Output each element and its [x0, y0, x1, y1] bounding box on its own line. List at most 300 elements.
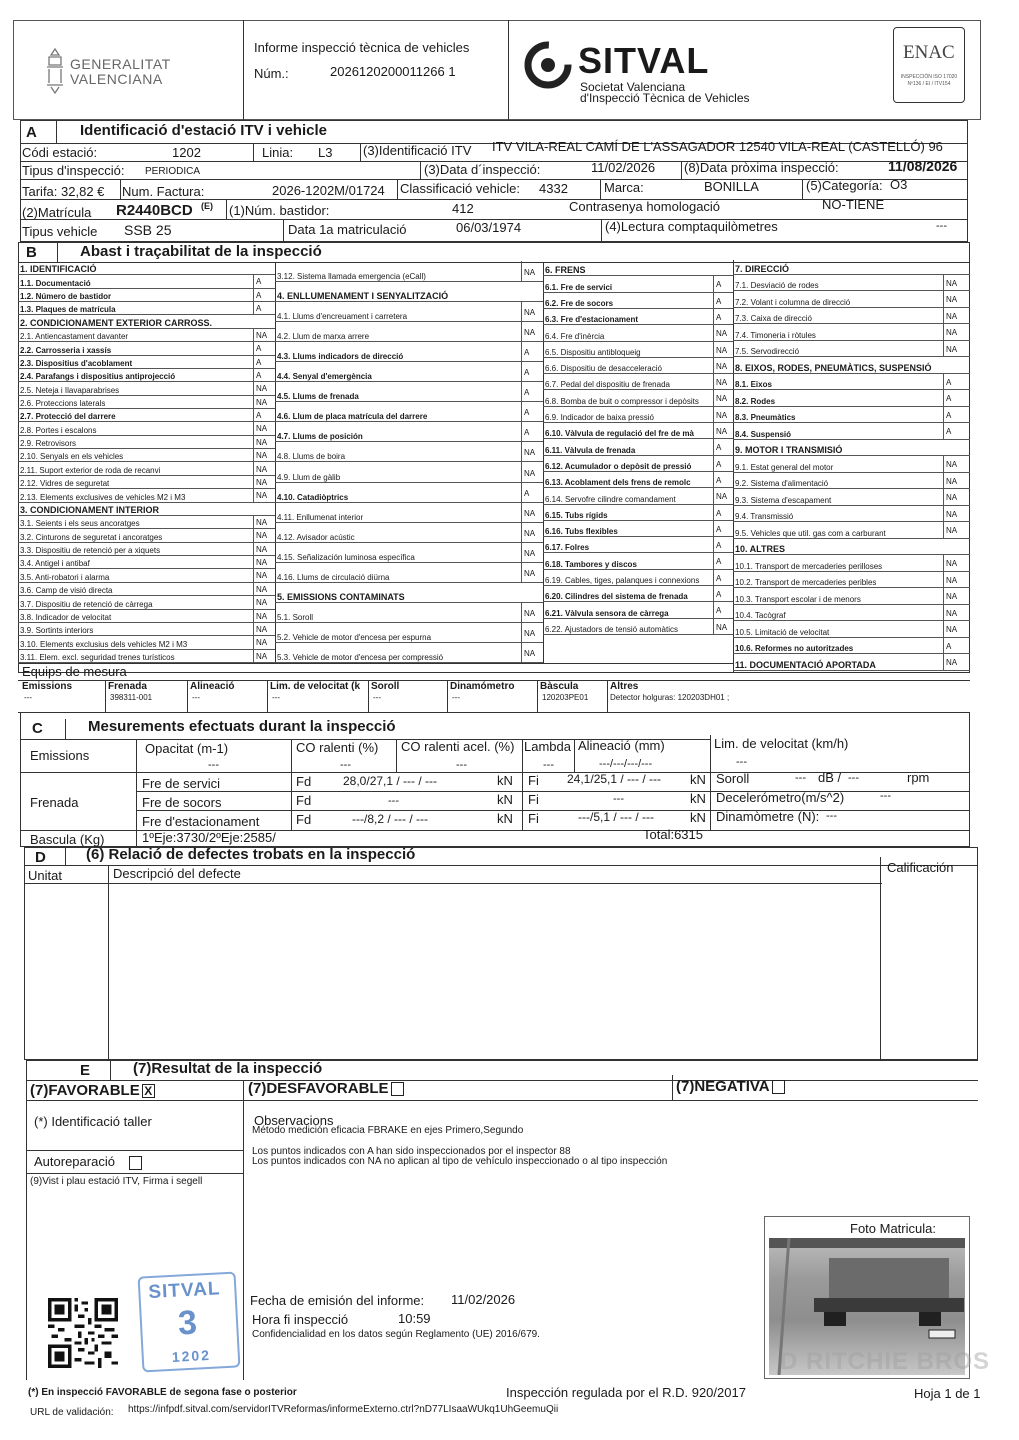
check-item — [733, 341, 970, 358]
check-item-label: 9. MOTOR I TRANSMISIÓ — [735, 445, 843, 456]
check-item-value: NA — [713, 422, 727, 438]
check-item — [543, 374, 733, 390]
estac-fd-value: ---/8,2 / --- / --- — [352, 812, 428, 826]
check-item — [733, 423, 970, 440]
check-item-label: 2.12. Vidres de seguretat — [20, 479, 110, 489]
enac-name: ENAC — [903, 42, 955, 63]
section-e-title: (7)Resultat de la inspecció — [133, 1060, 323, 1077]
check-item — [543, 553, 733, 569]
equip-value: --- — [24, 693, 32, 702]
check-item — [18, 543, 275, 556]
check-item-value: NA — [253, 568, 267, 581]
check-item-value: NA — [943, 323, 957, 340]
check-item — [733, 522, 970, 539]
favorable-checkbox[interactable]: X — [142, 1084, 155, 1098]
check-item-label: 3.8. Indicador de velocitat — [20, 612, 112, 622]
check-item-label: 4.3. Llums indicadors de direcció — [277, 352, 404, 362]
check-item-value: NA — [943, 455, 957, 472]
desfavorable-checkbox[interactable] — [391, 1082, 404, 1096]
stamp-number: 3 — [177, 1303, 198, 1343]
check-item-label: 5.2. Vehicle de motor d'encesa per espurna — [277, 632, 432, 642]
check-item-label: 4.7. Llums de posición — [277, 432, 363, 442]
check-item — [275, 483, 543, 503]
equip-label: Emissions — [22, 681, 73, 692]
check-item-value: NA — [253, 595, 267, 608]
check-item — [18, 356, 275, 369]
check-item-value: NA — [943, 587, 957, 604]
check-item-label: 9.1. Estat general del motor — [735, 462, 834, 472]
bascula-label: Bascula (Kg) — [30, 832, 105, 847]
soroll-rpm-unit: rpm — [907, 770, 930, 785]
result-favorable — [30, 1082, 155, 1099]
dinam-label: Dinamòmetre (N): — [716, 809, 820, 824]
footer-url-value[interactable]: https://infpdf.sitval.com/servidorITVReformas/informeExterno.ctrl?nD77LIsaaWUkq1UhGeemuQii — [128, 1404, 559, 1415]
check-item-label: 6.13. Acoblament dels frens de remolc — [545, 478, 691, 488]
check-item-label: 4.8. Llums de boira — [277, 452, 346, 462]
emision-value: 11/02/2026 — [451, 1292, 516, 1307]
check-item — [18, 569, 275, 582]
check-item-label: 9.2. Sistema d'alimentació — [735, 479, 829, 489]
lambda-label: Lambda — [524, 739, 571, 754]
check-item-label: 6.16. Tubs flexibles — [545, 527, 618, 537]
check-item-label: 9.4. Transmissió — [735, 512, 794, 522]
generalitat-line1: GENERALITAT — [70, 56, 171, 72]
section-d-letter: D — [35, 849, 46, 866]
check-item-label: 7.2. Volant i columna de direcció — [735, 297, 851, 307]
equip-label: Lim. de velocitat (k — [270, 681, 361, 692]
check-item-value: NA — [943, 604, 957, 621]
check-item-value: NA — [521, 441, 535, 461]
check-item-value: A — [713, 601, 721, 617]
estac-fi-value: ---/5,1 / --- / --- — [578, 810, 654, 824]
servici-fi-unit: kN — [690, 772, 706, 787]
servici-fi-label: Fi — [528, 773, 539, 788]
section-c-title: Mesurements efectuats durant la inspecció — [88, 718, 396, 735]
check-item-value: NA — [521, 642, 535, 662]
check-item — [18, 583, 275, 596]
check-item-label: 2.6. Proteccions laterals — [20, 399, 106, 409]
check-item — [543, 342, 733, 358]
servici-fd-unit: kN — [497, 773, 513, 788]
check-item-value: NA — [521, 602, 535, 622]
check-item — [733, 638, 970, 655]
check-item-label: 8. EIXOS, RODES, PNEUMÀTICS, SUSPENSIÓ — [735, 362, 932, 373]
check-item-label: 3.12. Sistema llamada emergencia (eCall) — [277, 272, 426, 282]
limvel-label: Lim. de velocitat (km/h) — [714, 736, 849, 751]
check-item-value: NA — [713, 487, 727, 503]
check-item-label: 4.4. Senyal d'emergència — [277, 372, 372, 382]
check-item-value: NA — [521, 562, 535, 582]
equip-value: --- — [192, 693, 200, 702]
soroll-rpm-value: --- — [848, 772, 859, 784]
data-insp-label: (3)Data d´inspecció: — [424, 162, 541, 177]
check-item-label: 3.2. Cinturons de seguretat i ancoratges — [20, 532, 163, 542]
check-item-label: 6.15. Tubs rígids — [545, 510, 608, 520]
generalitat-logo — [45, 47, 65, 95]
check-item — [733, 555, 970, 572]
check-item — [275, 503, 543, 523]
check-item-value: A — [713, 275, 721, 291]
check-item — [18, 409, 275, 422]
linia-value: L3 — [318, 145, 333, 160]
check-item — [18, 449, 275, 462]
check-item — [18, 436, 275, 449]
check-item — [543, 602, 733, 618]
check-item-value: A — [521, 341, 529, 361]
check-item-label: 8.4. Suspensió — [735, 429, 792, 439]
check-item — [733, 275, 970, 292]
check-item-value: NA — [253, 649, 267, 662]
check-item-value: NA — [521, 542, 535, 562]
equip-value: --- — [272, 693, 280, 702]
check-item-value: NA — [713, 373, 727, 389]
check-item — [733, 291, 970, 308]
check-item-label: 2. CONDICIONAMENT EXTERIOR CARROSS. — [20, 317, 213, 328]
check-item-value: A — [521, 482, 529, 502]
socors-fd-label: Fd — [296, 793, 312, 808]
equip-label: Alineació — [190, 681, 235, 692]
autoreparacio-text: Autoreparació — [34, 1154, 115, 1169]
sitval-stamp — [138, 1272, 241, 1373]
check-item — [733, 258, 970, 275]
equip-label: Dinamómetro — [450, 681, 515, 692]
equip-label: Altres — [610, 681, 639, 692]
check-item — [18, 275, 275, 288]
check-item-label: 6.12. Acumulador o depòsit de pressió — [545, 461, 692, 471]
autoreparacio-label — [34, 1154, 142, 1170]
check-item-label: 7.1. Desviació de rodes — [735, 281, 819, 291]
dinam-value: --- — [826, 810, 837, 822]
socors-fi-unit: kN — [690, 791, 706, 806]
check-item-value: NA — [253, 635, 267, 648]
check-item-value: A — [253, 301, 261, 314]
sitval-sub1: Societat Valenciana — [580, 80, 686, 94]
check-item-label: 3.6. Camp de visió directa — [20, 586, 113, 596]
watermark: D RITCHIE BROS — [780, 1348, 991, 1375]
sitval-sub2: d'Inspecció Tècnica de Vehicles — [580, 91, 750, 105]
check-item-value: A — [521, 381, 529, 401]
check-item-label: 10.4. Tacògraf — [735, 611, 786, 621]
equip-label: Bàscula — [540, 681, 579, 692]
check-item-value: A — [713, 585, 721, 601]
check-item-label: 1.2. Número de bastidor — [20, 292, 112, 302]
tipus-veh-value: SSB 25 — [124, 222, 172, 238]
check-item-label: 2.7. Protecció del darrere — [20, 412, 116, 422]
check-item-label: 4.10. Catadiòptrics — [277, 492, 349, 502]
tarifa-label: Tarifa: 32,82 € — [22, 184, 105, 199]
check-item-value: NA — [253, 542, 267, 555]
opacitat-value: --- — [208, 759, 219, 771]
check-item — [733, 374, 970, 391]
alineacio-value: ---/---/---/--- — [599, 758, 653, 770]
check-item — [18, 315, 275, 328]
opacitat-label: Opacitat (m-1) — [145, 741, 229, 756]
check-item-value: A — [943, 406, 951, 423]
check-item-label: 4.12. Avisador acústic — [277, 532, 355, 542]
check-item-value: A — [943, 373, 951, 390]
linia-label: Linia: — [262, 145, 294, 160]
check-item — [543, 260, 733, 276]
check-item — [543, 293, 733, 309]
check-item — [543, 439, 733, 455]
check-item-value: NA — [943, 653, 957, 670]
check-item-label: 5.1. Soroll — [277, 612, 314, 622]
decel-value: --- — [880, 790, 891, 802]
check-item-value: A — [943, 422, 951, 439]
check-item-label: 10.2. Transport de mercaderies peribles — [735, 578, 877, 588]
check-item-value: A — [943, 637, 951, 654]
check-item-value: A — [713, 292, 721, 308]
check-item-value: NA — [253, 609, 267, 622]
footer-url-label: URL de validación: — [30, 1407, 114, 1418]
check-item — [733, 605, 970, 622]
check-item-value: NA — [713, 618, 727, 634]
obs-line3: Los puntos indicados con NA no aplican al tipo de vehículo inspeccionado o al tipo inspección — [252, 1156, 668, 1167]
check-item-value: NA — [521, 261, 535, 281]
servici-fd-value: 28,0/27,1 / --- / --- — [343, 774, 438, 788]
check-item-label: 7. DIRECCIÓ — [735, 263, 790, 274]
check-item-label: 2.9. Retrovisors — [20, 439, 77, 449]
section-b-letter: B — [26, 244, 37, 261]
codi-label: Códi estació: — [22, 145, 98, 160]
co-ralenti-label: CO ralenti (%) — [296, 740, 379, 755]
check-item — [18, 529, 275, 542]
check-item-value: NA — [253, 421, 267, 434]
alineacio-label: Alineació (mm) — [578, 738, 665, 753]
check-item-label: 4.11. Enllumenat interior — [277, 512, 364, 522]
data-insp-value: 11/02/2026 — [591, 160, 656, 175]
check-item-value: NA — [521, 502, 535, 522]
report-title: Informe inspecció tècnica de vehicles — [254, 40, 470, 55]
co-acel-value: --- — [456, 759, 467, 771]
check-item-label: 2.8. Portes i escalons — [20, 425, 97, 435]
data1-value: 06/03/1974 — [456, 220, 522, 235]
check-item — [733, 489, 970, 506]
check-item-value: NA — [253, 448, 267, 461]
check-item — [275, 463, 543, 483]
check-item — [733, 456, 970, 473]
section-c-letter: C — [32, 720, 43, 737]
data1-label: Data 1a matriculació — [288, 222, 407, 237]
validation-qr-code[interactable] — [48, 1298, 118, 1368]
result-negativa — [676, 1078, 785, 1095]
check-item-value: NA — [713, 341, 727, 357]
check-item-value: NA — [943, 290, 957, 307]
check-item — [275, 623, 543, 643]
check-item — [543, 390, 733, 406]
check-item — [543, 325, 733, 341]
check-item-label: 11. DOCUMENTACIÓ APORTADA — [735, 659, 876, 670]
result-favorable-label: (7)FAVORABLE — [30, 1082, 140, 1099]
co-acel-label: CO ralenti acel. (%) — [401, 739, 515, 754]
check-item — [275, 302, 543, 322]
enac-sub: INSPECCIÓN ISO 17020 Nº136 / EI / ITV154 — [900, 74, 958, 87]
estac-fd-unit: kN — [497, 811, 513, 826]
check-item-label: 3.1. Seients i els seus ancoratges — [20, 519, 140, 529]
classif-label: Classificació vehicle: — [400, 181, 520, 196]
check-item-value: NA — [943, 554, 957, 571]
check-item — [18, 396, 275, 409]
check-item — [543, 570, 733, 586]
check-item-label: 10.6. Reformes no autoritzades — [735, 644, 854, 654]
check-item-label: 4.6. Llum de placa matrícula del darrere — [277, 412, 428, 422]
section-d-title: (6) Relació de defectes trobats en la inspecció — [86, 846, 416, 863]
check-item-value: NA — [253, 328, 267, 341]
check-item-label: 1.1. Documentació — [20, 278, 91, 288]
check-item — [18, 636, 275, 649]
check-item-label: 2.10. Senyals en els vehicles — [20, 452, 124, 462]
proxima-label: (8)Data pròxima inspecció: — [684, 160, 839, 175]
enac-badge — [893, 27, 965, 103]
estac-fi-label: Fi — [528, 811, 539, 826]
report-num-value: 2026120200011266 1 — [330, 64, 456, 79]
check-item — [275, 603, 543, 623]
check-item — [275, 422, 543, 442]
check-item-value: A — [253, 274, 261, 287]
tipus-insp-label: Tipus d'inspecció: — [22, 163, 125, 178]
check-item-label: 10.1. Transport de mercaderies perilloses — [735, 561, 883, 571]
check-item-value: NA — [713, 406, 727, 422]
check-item — [543, 276, 733, 292]
emissions-label: Emissions — [30, 748, 90, 763]
section-b-title: Abast i traçabilitat de la inspecció — [80, 243, 322, 260]
check-item — [543, 537, 733, 553]
check-item-label: 2.4. Parafangs i dispositius antiprojecció — [20, 372, 176, 382]
check-item-label: 4.16. Llums de circulació diürna — [277, 572, 390, 582]
stamp-top: SITVAL — [147, 1278, 222, 1304]
check-item — [275, 442, 543, 462]
categoria-value: O3 — [890, 177, 908, 192]
check-item-label: 7.3. Caixa de direcció — [735, 314, 812, 324]
check-item — [543, 619, 733, 635]
check-item — [733, 572, 970, 589]
sitval-logo-icon — [523, 40, 573, 95]
autoreparacio-checkbox[interactable] — [129, 1156, 142, 1170]
check-item-label: 10. ALTRES — [735, 544, 786, 555]
check-item — [733, 324, 970, 341]
servici-fi-value: 24,1/25,1 / --- / --- — [567, 772, 662, 786]
check-item — [275, 643, 543, 663]
check-item-label: 6.7. Pedal del dispositiu de frenada — [545, 380, 670, 390]
estac-fd-label: Fd — [296, 812, 312, 827]
result-desfavorable — [248, 1080, 404, 1097]
obs-line2: Los puntos indicados con A han sido inspeccionados por el inspector 88 — [252, 1146, 571, 1157]
col-unitat: Unitat — [28, 868, 62, 883]
check-item-label: 10.5. Limitació de velocitat — [735, 627, 830, 637]
check-item-value: A — [713, 471, 721, 487]
check-item — [733, 588, 970, 605]
equip-label: Frenada — [108, 681, 147, 692]
obs-title: Observacions — [254, 1113, 334, 1128]
check-item — [543, 423, 733, 439]
lectura-label: (4)Lectura comptaquilòmetres — [605, 219, 778, 234]
check-item — [543, 521, 733, 537]
check-item-value: A — [713, 438, 721, 454]
check-item-label: 6.14. Servofre cilindre comandament — [545, 494, 676, 504]
check-item-label: 3.5. Anti-robatori i alarma — [20, 572, 110, 582]
bascula-total: Total:6315 — [643, 827, 703, 842]
check-item — [18, 650, 275, 663]
socors-fd-unit: kN — [497, 792, 513, 807]
check-item-label: 6.20. Cilindres del sistema de frenada — [545, 592, 688, 602]
check-item-value: A — [521, 361, 529, 381]
check-item-label: 4.2. Llum de marxa arrere — [277, 332, 370, 342]
check-item-label: 2.3. Dispositius d'acoblament — [20, 358, 133, 368]
check-item — [18, 342, 275, 355]
check-item — [18, 463, 275, 476]
co-ralenti-value: --- — [340, 759, 351, 771]
codi-value: 1202 — [172, 145, 201, 160]
equip-value: --- — [452, 693, 460, 702]
check-item — [18, 302, 275, 315]
classif-value: 4332 — [539, 181, 568, 196]
check-item — [543, 407, 733, 423]
check-item-label: 3.10. Elements exclusius dels vehicles M2 i M3 — [20, 639, 188, 649]
equips-title: Equips de mesura — [22, 664, 127, 679]
check-item-label: 8.2. Rodes — [735, 396, 776, 406]
check-item — [275, 543, 543, 563]
stamp-bottom: 1202 — [171, 1346, 212, 1365]
check-item-value: A — [521, 421, 529, 441]
lambda-value: --- — [543, 759, 554, 771]
matricula-label: (2)Matrícula — [22, 205, 92, 220]
check-item-label: 6.3. Fre d'estacionament — [545, 315, 639, 325]
check-item-value: NA — [253, 475, 267, 488]
check-item — [733, 473, 970, 490]
check-item — [275, 262, 543, 282]
decel-label: Decelerómetro(m/s^2) — [716, 790, 845, 805]
lectura-value: --- — [936, 220, 947, 232]
check-item — [275, 402, 543, 422]
marca-label: Marca: — [604, 180, 644, 195]
check-item-label: 6.10. Vàlvula de regulació del fre de mà — [545, 429, 694, 439]
check-item — [733, 539, 970, 556]
homolog-value: NO-TIENE — [822, 197, 885, 212]
check-item-label: 6. FRENS — [545, 265, 586, 276]
tipus-insp-value: PERIODICA — [145, 166, 201, 177]
check-item-value: NA — [943, 505, 957, 522]
marca-value: BONILLA — [704, 179, 759, 194]
check-item-label: 5.3. Vehicle de motor d'encesa per compressió — [277, 652, 444, 662]
footer-hoja: Hoja 1 de 1 — [914, 1386, 981, 1401]
check-item-label: 4.9. Llum de gàlib — [277, 472, 341, 482]
check-item — [18, 610, 275, 623]
check-item-label: 2.2. Carrosseria i xassís — [20, 345, 112, 355]
homolog-label: Contrasenya homologació — [569, 199, 721, 214]
taller-label: (*) Identificació taller — [34, 1114, 152, 1129]
check-item-label: 6.6. Dispositiu de desacceleració — [545, 364, 662, 374]
check-item-value: NA — [713, 389, 727, 405]
negativa-checkbox[interactable] — [772, 1080, 785, 1094]
check-item — [275, 362, 543, 382]
check-item — [733, 440, 970, 457]
check-item-label: 3.4. Antigel i antibaf — [20, 559, 90, 569]
check-item-value: NA — [253, 395, 267, 408]
socors-fd-value: --- — [388, 795, 399, 807]
visti-label: (9)Vist i plau estació ITV, Firma i segell — [30, 1176, 203, 1187]
check-item-value: NA — [253, 582, 267, 595]
check-item — [18, 556, 275, 569]
sitval-name: SITVAL — [578, 40, 710, 81]
check-item — [543, 456, 733, 472]
check-item — [18, 289, 275, 302]
check-item-value: A — [253, 288, 261, 301]
check-item — [733, 654, 970, 671]
check-item — [733, 390, 970, 407]
check-item — [18, 422, 275, 435]
check-item — [543, 472, 733, 488]
equip-value: 120203PE01 — [542, 693, 589, 702]
